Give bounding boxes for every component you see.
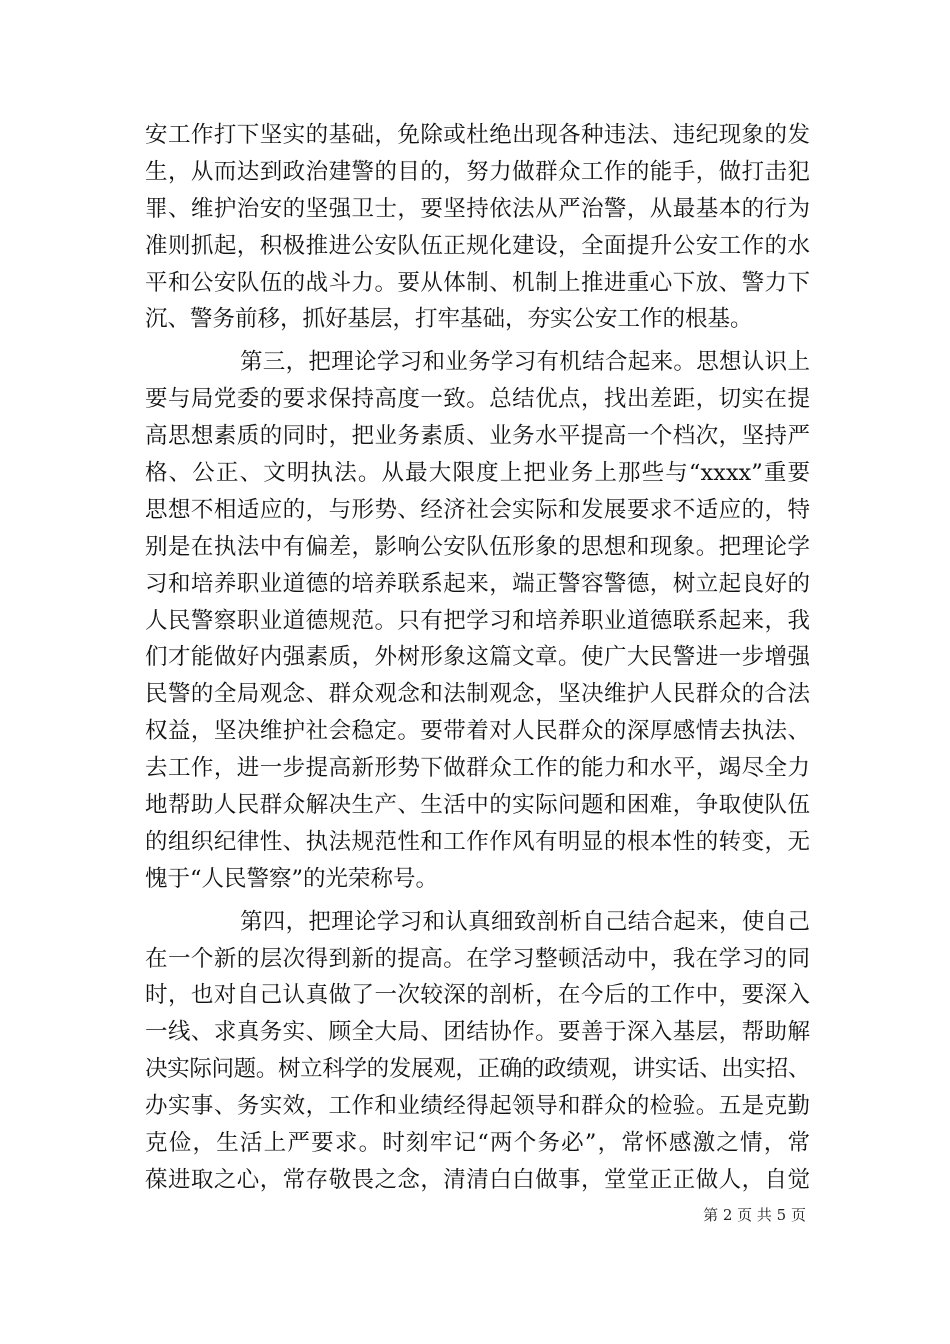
text-line: 平和公安队伍的战斗力。要从体制、机制上推进重心下放、警力下: [145, 269, 810, 296]
text-line: 格、公正、文明执法。从最大限度上把业务上那些与“xxxx”重要: [145, 460, 810, 487]
text-line: 第三，把理论学习和业务学习有机结合起来。思想认识上: [240, 349, 810, 376]
text-line: 人民警察职业道德规范。只有把学习和培养职业道德联系起来，我: [145, 607, 810, 634]
text-line: 高思想素质的同时，把业务素质、业务水平提高一个档次，坚持严: [145, 423, 810, 450]
text-line: 民警的全局观念、群众观念和法制观念，坚决维护人民群众的合法: [145, 681, 810, 708]
text-line: 的组织纪律性、执法规范性和工作作风有明显的根本性的转变，无: [145, 828, 810, 855]
text-line: 思想不相适应的，与形势、经济社会实际和发展要求不适应的，特: [145, 496, 810, 523]
text-line: 时，也对自己认真做了一次较深的剖析，在今后的工作中，要深入: [145, 982, 810, 1009]
paragraph-2: [145, 344, 810, 897]
text-line: 一线、求真务实、顾全大局、团结协作。要善于深入基层，帮助解: [145, 1019, 810, 1046]
text-line: 权益，坚决维护社会稳定。要带着对人民群众的深厚感情去执法、: [145, 718, 810, 745]
text-line: 要与局党委的要求保持高度一致。总结优点，找出差距，切实在提: [145, 386, 810, 413]
text-line: 习和培养职业道德的培养联系起来，端正警容警德，树立起良好的: [145, 570, 810, 597]
paragraph-3: [145, 904, 810, 1199]
text-line: 在一个新的层次得到新的提高。在学习整顿活动中，我在学习的同: [145, 945, 810, 972]
text-line: 别是在执法中有偏差，影响公安队伍形象的思想和现象。把理论学: [145, 533, 810, 560]
text-line: 第四，把理论学习和认真细致剖析自己结合起来，使自己: [240, 908, 810, 935]
text-line: 沉、警务前移，抓好基层，打牢基础，夯实公安工作的根基。: [145, 306, 753, 333]
text-line: 克俭，生活上严要求。时刻牢记“两个务必”，常怀感激之情，常: [145, 1130, 810, 1157]
text-line: 办实事、务实效，工作和业绩经得起领导和群众的检验。五是克勤: [145, 1093, 810, 1120]
text-line: 罪、维护治安的坚强卫士，要坚持依法从严治警，从最基本的行为: [145, 195, 810, 222]
page-number-footer: 第 2 页 共 5 页: [703, 1206, 806, 1224]
text-line: 愧于“人民警察”的光荣称号。: [145, 865, 439, 892]
text-line: 去工作，进一步提高新形势下做群众工作的能力和水平，竭尽全力: [145, 755, 810, 782]
text-line: 准则抓起，积极推进公安队伍正规化建设，全面提升公安工作的水: [145, 232, 810, 259]
text-line: 决实际问题。树立科学的发展观，正确的政绩观，讲实话、出实招、: [145, 1056, 810, 1083]
paragraph-1: [145, 117, 810, 338]
text-line: 葆进取之心，常存敬畏之念，清清白白做事，堂堂正正做人，自觉: [145, 1166, 810, 1193]
text-line: 生，从而达到政治建警的目的，努力做群众工作的能手，做打击犯: [145, 158, 810, 185]
text-line: 们才能做好内强素质，外树形象这篇文章。使广大民警进一步增强: [145, 644, 810, 671]
document-body: [145, 117, 810, 1199]
text-line: 地帮助人民群众解决生产、生活中的实际问题和困难，争取使队伍: [145, 792, 810, 819]
text-line: 安工作打下坚实的基础，免除或杜绝出现各种违法、违纪现象的发: [145, 122, 810, 148]
